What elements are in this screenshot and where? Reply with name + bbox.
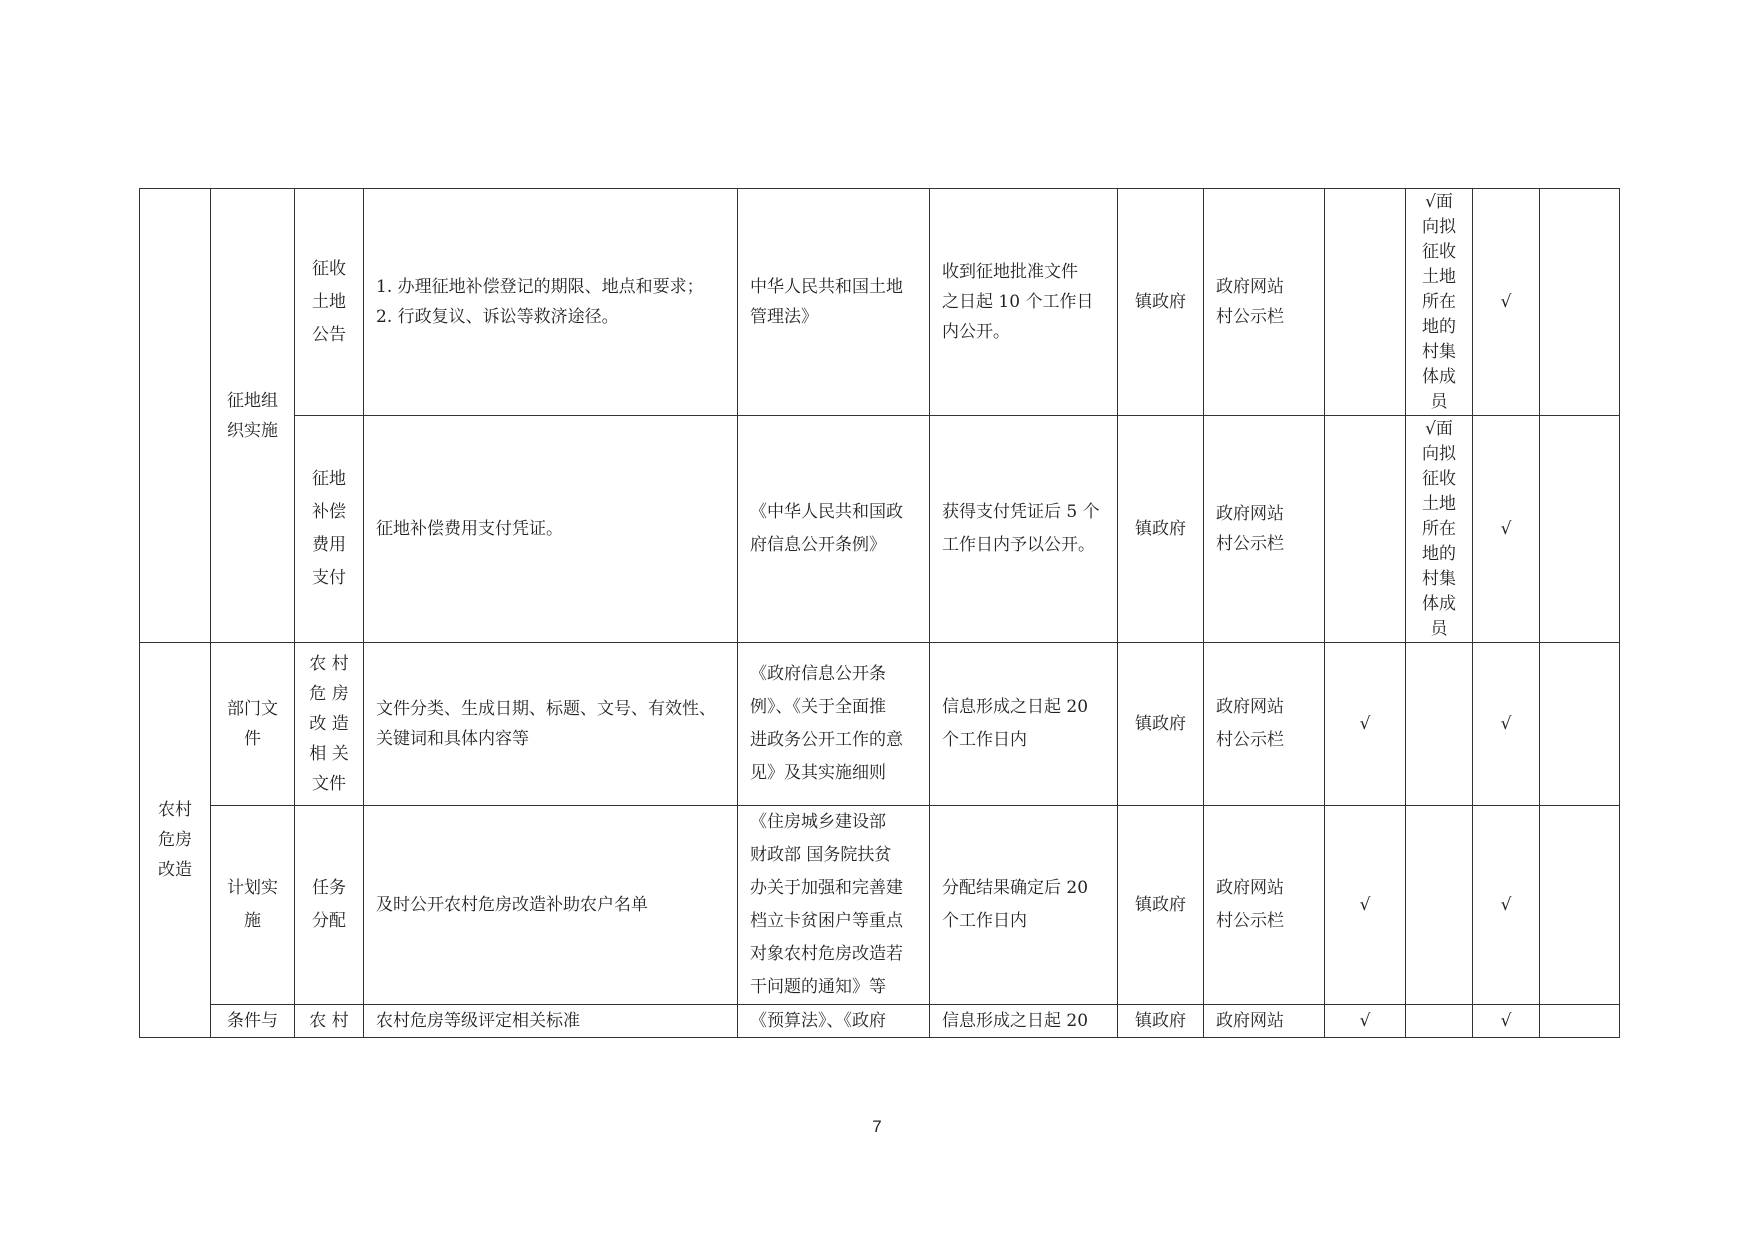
- level3-cell: 农 村 危 房 改 造 相 关 文件: [295, 643, 364, 806]
- channel-cell: 政府网站: [1204, 1005, 1325, 1038]
- subject-cell: 镇政府: [1118, 189, 1204, 416]
- specific-group-cell: [1406, 806, 1473, 1005]
- active-cell: √: [1473, 416, 1540, 643]
- time-limit-cell: 获得支付凭证后 5 个 工作日内予以公开。: [930, 416, 1118, 643]
- all-public-cell: [1325, 416, 1406, 643]
- all-public-cell: [1325, 189, 1406, 416]
- channel-cell: 政府网站 村公示栏: [1204, 416, 1325, 643]
- channel-cell: 政府网站 村公示栏: [1204, 189, 1325, 416]
- channel-cell: 政府网站 村公示栏: [1204, 643, 1325, 806]
- content-cell: 及时公开农村危房改造补助农户名单: [364, 806, 738, 1005]
- time-limit-cell: 分配结果确定后 20 个工作日内: [930, 806, 1118, 1005]
- basis-cell: 中华人民共和国土地 管理法》: [738, 189, 930, 416]
- all-public-cell: √: [1325, 1005, 1406, 1038]
- all-public-cell: √: [1325, 643, 1406, 806]
- request-cell: [1540, 189, 1620, 416]
- request-cell: [1540, 643, 1620, 806]
- level2-cell: 部门文 件: [211, 643, 295, 806]
- disclosure-table: [139, 188, 1620, 1038]
- specific-group-cell: [1406, 643, 1473, 806]
- level2-cell: 条件与: [211, 1005, 295, 1038]
- level3-cell: 征地 补偿 费用 支付: [295, 416, 364, 643]
- level2-cell: 征地组 织实施: [211, 189, 295, 643]
- specific-group-cell: √面 向拟 征收 土地 所在 地的 村集 体成 员: [1406, 416, 1473, 643]
- content-cell: 1. 办理征地补偿登记的期限、地点和要求； 2. 行政复议、诉讼等救济途径。: [364, 189, 738, 416]
- active-cell: √: [1473, 1005, 1540, 1038]
- subject-cell: 镇政府: [1118, 643, 1204, 806]
- specific-group-cell: √面 向拟 征收 土地 所在 地的 村集 体成 员: [1406, 189, 1473, 416]
- content-cell: 征地补偿费用支付凭证。: [364, 416, 738, 643]
- time-limit-cell: 收到征地批准文件 之日起 10 个工作日 内公开。: [930, 189, 1118, 416]
- table-row: [140, 1005, 1620, 1038]
- active-cell: √: [1473, 189, 1540, 416]
- specific-group-cell: [1406, 1005, 1473, 1038]
- basis-cell: 《住房城乡建设部 财政部 国务院扶贫 办关于加强和完善建 档立卡贫困户等重点 对象农村危房改造若 干问题的通知》等: [738, 806, 930, 1005]
- basis-cell: 《政府信息公开条 例》、《关于全面推 进政务公开工作的意 见》及其实施细则: [738, 643, 930, 806]
- basis-cell: 《预算法》、《政府: [738, 1005, 930, 1038]
- request-cell: [1540, 1005, 1620, 1038]
- level3-cell: 任务 分配: [295, 806, 364, 1005]
- time-limit-cell: 信息形成之日起 20 个工作日内: [930, 643, 1118, 806]
- table-row: [140, 416, 1620, 643]
- subject-cell: 镇政府: [1118, 806, 1204, 1005]
- level1-cell: 农村 危房 改造: [140, 643, 211, 1038]
- all-public-cell: √: [1325, 806, 1406, 1005]
- level3-cell: 农 村: [295, 1005, 364, 1038]
- content-cell: 农村危房等级评定相关标准: [364, 1005, 738, 1038]
- active-cell: √: [1473, 643, 1540, 806]
- table-row: [140, 189, 1620, 416]
- basis-cell: 《中华人民共和国政 府信息公开条例》: [738, 416, 930, 643]
- level2-cell: 计划实 施: [211, 806, 295, 1005]
- table-row: [140, 643, 1620, 806]
- subject-cell: 镇政府: [1118, 416, 1204, 643]
- active-cell: √: [1473, 806, 1540, 1005]
- subject-cell: 镇政府: [1118, 1005, 1204, 1038]
- page-number: 7: [872, 1117, 882, 1136]
- request-cell: [1540, 416, 1620, 643]
- channel-cell: 政府网站 村公示栏: [1204, 806, 1325, 1005]
- content-cell: 文件分类、生成日期、标题、文号、有效性、 关键词和具体内容等: [364, 643, 738, 806]
- level3-cell: 征收 土地 公告: [295, 189, 364, 416]
- request-cell: [1540, 806, 1620, 1005]
- level1-cell-empty: [140, 189, 211, 643]
- table-row: [140, 806, 1620, 1005]
- time-limit-cell: 信息形成之日起 20: [930, 1005, 1118, 1038]
